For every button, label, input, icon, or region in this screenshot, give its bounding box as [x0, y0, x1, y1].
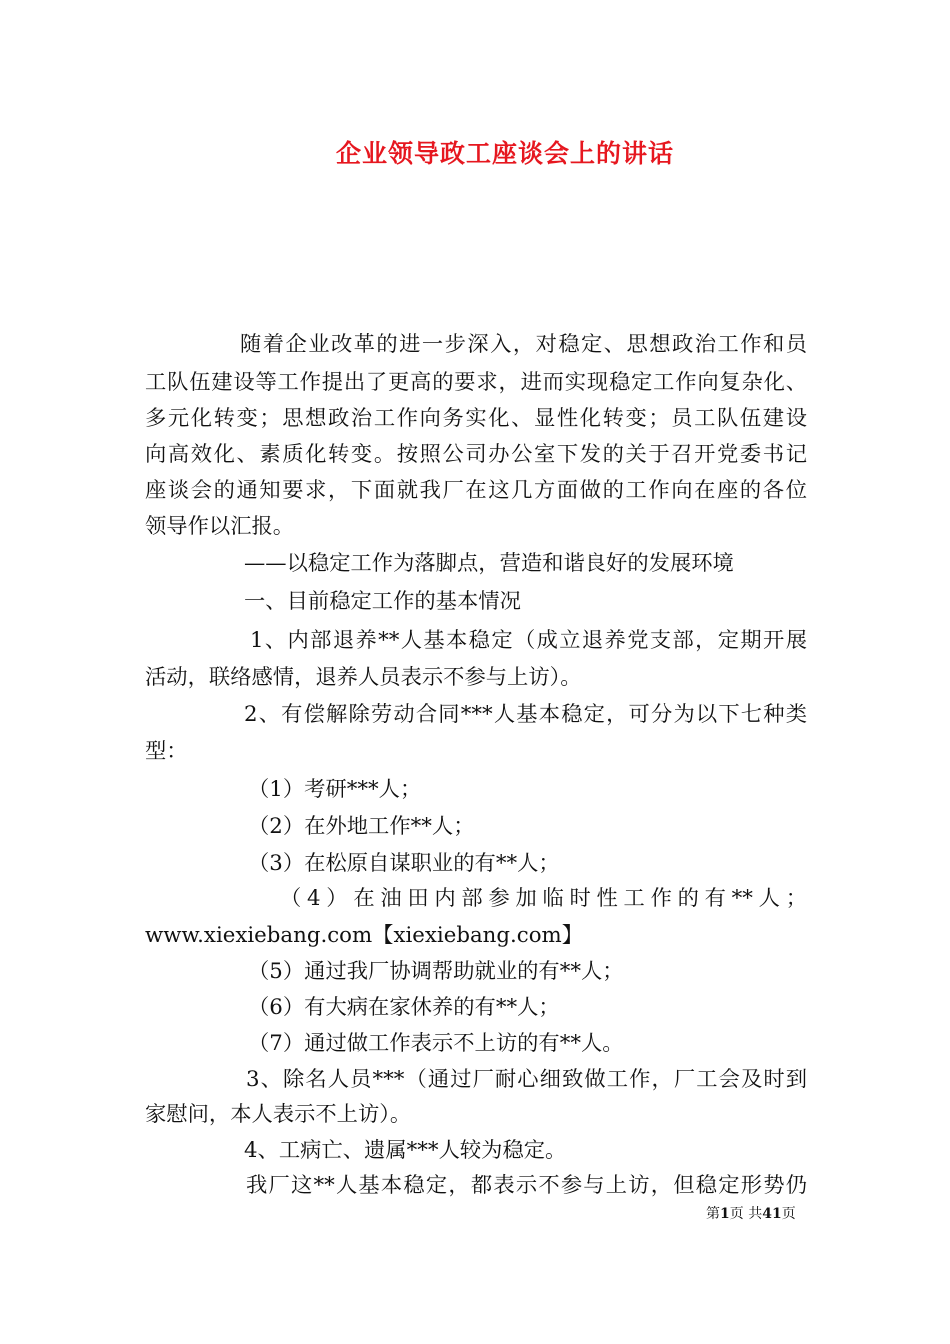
sub-list-item: （1）考研***人； — [248, 777, 422, 802]
list-item-line: 家慰问，本人表示不上访）。 — [145, 1102, 412, 1127]
sub-list-item: （7）通过做工作表示不上访的有**人。 — [248, 1031, 624, 1056]
paragraph-line: 我厂这**人基本稳定，都表示不参与上访，但稳定形势仍 — [246, 1173, 807, 1198]
paragraph-line: 工队伍建设等工作提出了更高的要求，进而实现稳定工作向复杂化、 — [145, 370, 807, 395]
sub-list-item: （4）在油田内部参加临时性工作的有**人； — [280, 886, 807, 911]
sub-list-item: （2）在外地工作**人； — [248, 814, 475, 839]
footer-prefix: 第 — [706, 1206, 720, 1222]
paragraph-line: 向高效化、素质化转变。按照公司办公室下发的关于召开党委书记 — [145, 442, 807, 467]
paragraph-line: 多元化转变；思想政治工作向务实化、显性化转变；员工队伍建设 — [145, 406, 807, 431]
list-item-line: 4、工病亡、遗属***人较为稳定。 — [244, 1138, 567, 1163]
page-number-footer — [706, 1203, 796, 1223]
section-subtitle: ——以稳定工作为落脚点，营造和谐良好的发展环境 — [244, 551, 734, 576]
section-heading: 一、目前稳定工作的基本情况 — [244, 589, 521, 614]
document-title: 企业领导政工座谈会上的讲话 — [335, 139, 674, 168]
watermark-link-text: www.xiexiebang.com【xiexiebang.com】 — [145, 923, 584, 948]
current-page-number: 1 — [720, 1206, 730, 1222]
sub-list-item: （5）通过我厂协调帮助就业的有**人； — [248, 959, 624, 984]
list-item-line: 3、除名人员***（通过厂耐心细致做工作，厂工会及时到 — [246, 1067, 807, 1092]
sub-list-item: （3）在松原自谋职业的有**人； — [248, 851, 560, 876]
list-item-line: 型： — [145, 739, 188, 764]
sub-list-item: （6）有大病在家休养的有**人； — [248, 995, 560, 1020]
paragraph-line: 随着企业改革的进一步深入，对稳定、思想政治工作和员 — [240, 332, 807, 357]
total-page-count: 41 — [762, 1206, 782, 1222]
footer-middle: 页 共 — [729, 1206, 763, 1222]
paragraph-line: 领导作以汇报。 — [145, 514, 295, 539]
paragraph-line: 座谈会的通知要求，下面就我厂在这几方面做的工作向在座的各位 — [145, 478, 807, 503]
list-item-line: 2、有偿解除劳动合同***人基本稳定，可分为以下七种类 — [244, 702, 807, 727]
list-item-line: 活动，联络感情，退养人员表示不参与上访）。 — [145, 665, 582, 690]
list-item-line: 1、内部退养**人基本稳定（成立退养党支部，定期开展 — [250, 628, 807, 653]
footer-suffix: 页 — [781, 1206, 796, 1222]
